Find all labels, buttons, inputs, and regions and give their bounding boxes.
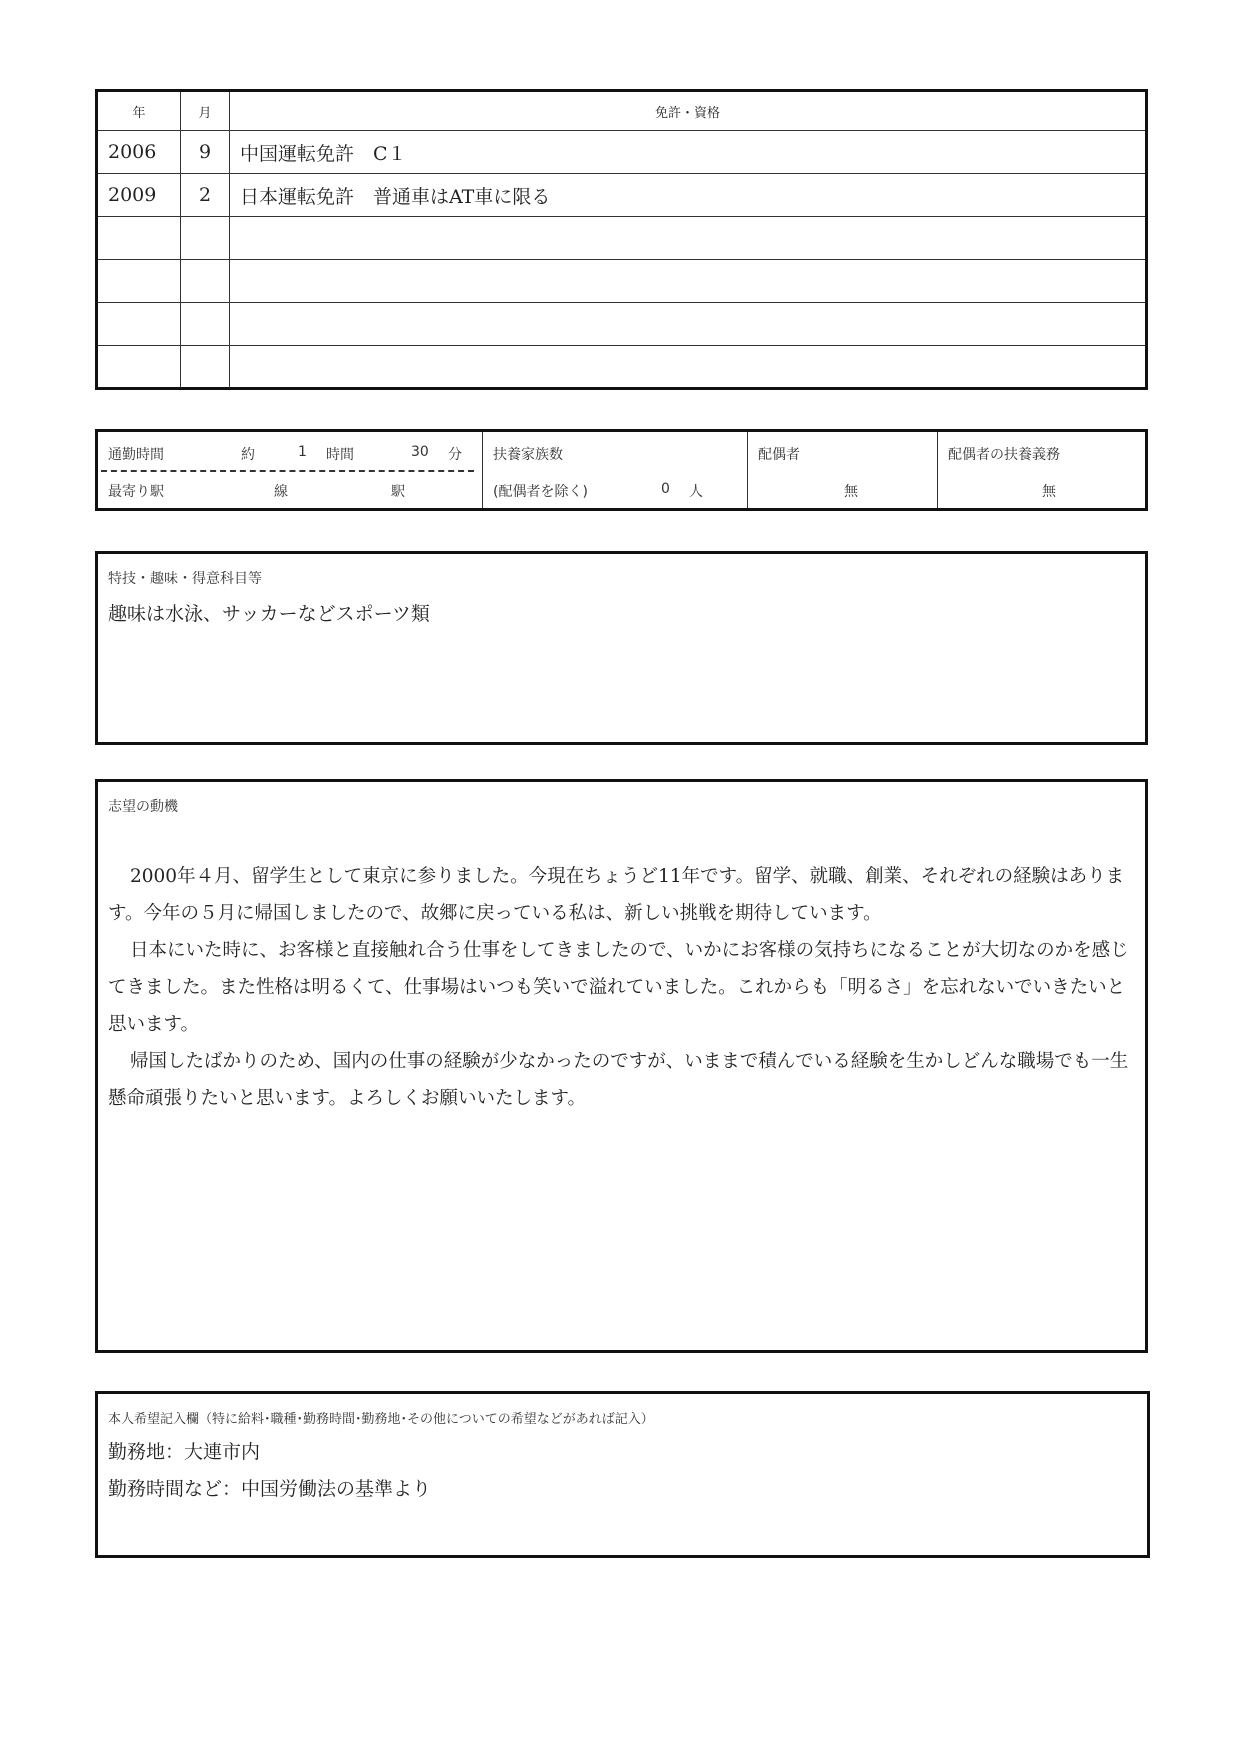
license-name [230,346,1146,389]
motivation-paragraph: 帰国したばかりのため、国内の仕事の経験が少なかったのですが、いままで積んでいる経験を生かしどんな職場でも一生懸命頑張りたいと思います。よろしくお願いいたします。 [108,1051,1129,1109]
motivation-label: 志望の動機 [108,799,178,815]
motivation-paragraph: 日本にいた時に、お客様と直接触れ合う仕事をしてきましたので、いかにお客様の気持ちになることが大切なのかを感じてきました。また性格は明るくて、仕事場はいつも笑いで溢れていました。これからも「明るさ」を忘れないでいきたいと思います。 [108,940,1129,1035]
approx-label: 約 [241,447,255,463]
commute-hours-value: 1 [298,444,307,460]
motivation-text [108,858,1139,1117]
table-row [98,346,1145,389]
table-row [98,131,1145,174]
license-table [95,89,1148,390]
station-label: 最寄り駅 [108,484,164,500]
license-year: 2006 [98,131,181,174]
spouse-support-label: 配偶者の扶養義務 [948,447,1060,463]
table-row [98,260,1145,303]
table-row [98,174,1145,217]
wish-label: 本人希望記入欄（特に給料･職種･勤務時間･勤務地･その他についての希望などがあれば記入） [108,1412,654,1427]
spouse-label: 配偶者 [758,447,800,463]
dependents-value: 0 [661,481,670,497]
table-row [98,303,1145,346]
license-year [98,217,181,260]
license-year: 2009 [98,174,181,217]
table-row [98,217,1145,260]
license-name: 中国運転免許 C１ [230,131,1146,174]
license-year [98,346,181,389]
commute-cell [98,432,483,508]
wish-line: 勤務時間など：中国労働法の基準より [108,1478,432,1500]
hobby-label: 特技・趣味・得意科目等 [108,571,262,587]
license-name [230,303,1146,346]
line-unit: 線 [274,484,288,500]
dependents-unit: 人 [689,484,703,500]
dashed-divider [101,470,474,472]
dependents-cell [483,432,748,508]
license-month: 9 [181,131,230,174]
minutes-unit: 分 [448,447,462,463]
motivation-box [95,779,1148,1353]
dependents-label: 扶養家族数 [493,447,563,463]
spouse-cell [748,432,938,508]
commute-minutes-value: 30 [411,444,429,460]
license-month [181,346,230,389]
station-unit: 駅 [391,484,405,500]
hours-unit: 時間 [326,447,354,463]
personal-wish-box [95,1391,1150,1558]
commute-label: 通勤時間 [108,447,164,463]
spouse-support-cell [938,432,1145,508]
license-name [230,260,1146,303]
dependents-note: (配偶者を除く) [493,484,588,500]
license-month [181,217,230,260]
hobby-box [95,551,1148,745]
commute-family-box [95,429,1148,511]
spouse-support-value: 無 [1042,484,1056,500]
license-header-row [98,92,1145,131]
license-year [98,303,181,346]
license-year [98,260,181,303]
year-header: 年 [98,92,181,131]
license-month [181,303,230,346]
license-month: 2 [181,174,230,217]
license-name-header: 免許・資格 [230,92,1146,131]
wish-line: 勤務地：大連市内 [108,1441,261,1463]
wish-text [108,1434,431,1508]
license-name [230,217,1146,260]
motivation-paragraph: 2000年４月、留学生として東京に参りました。今現在ちょうど11年です。留学、就職、創業、それぞれの経験はあります。今年の５月に帰国しましたので、故郷に戻っている私は、新しい挑戦を期待しています。 [108,866,1125,924]
license-month [181,260,230,303]
license-name: 日本運転免許 普通車はAT車に限る [230,174,1146,217]
hobby-text: 趣味は水泳、サッカーなどスポーツ類 [108,603,430,625]
month-header: 月 [181,92,230,131]
spouse-value: 無 [844,484,858,500]
